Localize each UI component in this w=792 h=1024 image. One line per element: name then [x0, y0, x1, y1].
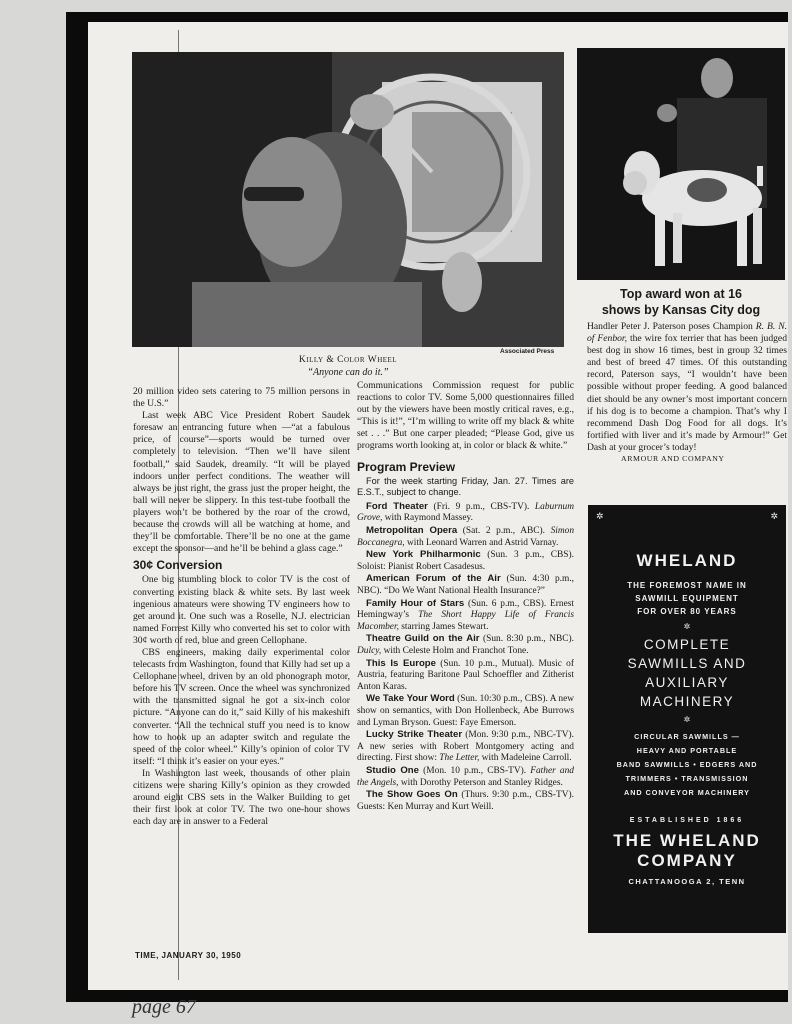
sidebar-headline-line1: Top award won at 16: [619, 287, 742, 301]
program-details: (Sun. 4:30 p.m., NBC). “Do We Want National Health Insurance?”: [357, 574, 574, 596]
program-entry: [357, 573, 574, 597]
program-details: (Sun. 8:30 p.m., NBC).: [479, 634, 574, 645]
dog-illustration: [577, 48, 785, 280]
program-name: We Take Your Word: [366, 693, 455, 705]
program-title: Laburnum Grove,: [357, 501, 574, 524]
section-heading-program-preview: Program Preview: [357, 459, 456, 474]
program-cast: with Madeleine Carroll.: [479, 753, 572, 764]
program-details: (Thurs. 9:30 p.m., CBS-TV). Guests: Ken Murray and Kurt Weill.: [357, 790, 574, 812]
sidebar-headline-line2: shows by Kansas City dog: [601, 303, 761, 317]
program-entry: [357, 598, 574, 634]
program-name: New York Philharmonic: [366, 549, 481, 561]
handwritten-page-note: page 67: [132, 996, 196, 1018]
program-details: (Mon. 10 p.m., CBS-TV).: [419, 765, 531, 776]
program-cast: with Celeste Holm and Franchot Tone.: [381, 645, 529, 656]
ad-tagline-2: SAWMILL EQUIPMENT: [635, 594, 739, 603]
program-name: Lucky Strike Theater: [366, 729, 463, 741]
program-title: The Short Happy Life of Francis Macomber,: [357, 610, 574, 632]
dog-photo: [577, 48, 785, 280]
ornament-icon: ✲: [770, 511, 778, 521]
ornament-icon: ✲: [683, 715, 691, 724]
wheland-advertisement: [588, 505, 786, 933]
sidebar-body: [587, 321, 787, 489]
article-column-1: [133, 386, 350, 942]
program-name: This Is Europe: [366, 657, 436, 669]
program-entry: [357, 693, 574, 729]
ad-company-2: COMPANY: [637, 851, 737, 870]
program-name: Ford Theater: [366, 500, 428, 512]
ad-city: CHATTANOOGA 2, TENN: [628, 877, 746, 886]
program-list: [357, 501, 574, 813]
ad-brand: WHELAND: [636, 551, 738, 570]
program-details: (Sat. 2 p.m., ABC).: [457, 526, 551, 537]
ad-company-1: THE WHELAND: [613, 831, 761, 850]
program-details: (Mon. 9:30 p.m., NBC-TV). A new series with Robert Montgomery acting and directing. First show:: [357, 730, 574, 764]
ad-list-1: CIRCULAR SAWMILLS —: [634, 732, 740, 741]
program-cast: with Dorothy Peterson and Stanley Ridges.: [398, 777, 563, 788]
program-entry: [357, 501, 574, 525]
program-name: Studio One: [366, 764, 419, 776]
program-title: Father and the Angels,: [357, 765, 574, 788]
page-footer: TIME, JANUARY 30, 1950: [135, 951, 242, 960]
sidebar-body-dog-name: R. B. N. of Fenbor,: [587, 321, 787, 345]
program-entry: [357, 549, 574, 573]
article-column-2: [357, 380, 574, 945]
col1-paragraph: 20 million video sets catering to 75 million persons in the U.S.”: [133, 386, 350, 410]
ad-established: ESTABLISHED 1866: [629, 817, 745, 824]
program-name: Theatre Guild on the Air: [366, 633, 480, 645]
ad-headline-3: AUXILIARY: [645, 675, 729, 690]
photo-caption-quote: “Anyone can do it.”: [307, 367, 389, 378]
col1-paragraph: One big stumbling block to color TV is the cost of converting existing black & white sets. By last week ingenious amateurs were showing TV engineers how to get around it. One such was a Roselle, N.J. electrician named Forrest Killy who converted his set to color with 30¢ worth of red, blue and green Cellophane.: [133, 574, 350, 646]
ad-headline-2: SAWMILLS AND: [627, 656, 747, 671]
sidebar-headline: [577, 286, 785, 318]
sidebar-body-b: the wire fox terrier that has been judged best dog in show 16 times, best in group 32 times and best of breed 47 times. Of this outstanding record, Paterson says, “I wouldn’t have been possible without proper feeding. A good balanced diet should be any owner’s most important concern if his dog is to become a champion. That’s why I recommend Dash Dog Food for all dogs. It’s fortified with liver and it’s made by Armour!” Get Dash at your grocer’s today!: [587, 333, 787, 453]
program-entry: [357, 789, 574, 813]
col1-paragraph: In Washington last week, thousands of other plain citizens were sharing Killy’s opinion as they crowded around eight CBS sets in the Walker Building to get their first look at color TV. The two one-hour shows each day are in answer to a Federal: [133, 767, 350, 828]
ad-list-4: TRIMMERS • TRANSMISSION: [625, 774, 749, 783]
photo-illustration: [132, 52, 564, 347]
ornament-icon: ✲: [596, 511, 604, 521]
program-title: The Letter,: [439, 753, 480, 764]
program-title: Simon Boccanegra,: [357, 526, 574, 548]
program-title: Dulcy,: [357, 645, 382, 656]
program-entry: [357, 525, 574, 549]
ad-headline-4: MACHINERY: [639, 694, 735, 709]
ad-list-3: BAND SAWMILLS • EDGERS AND: [616, 760, 758, 769]
killy-color-wheel-photo: [132, 52, 564, 347]
col2-paragraph: Communications Commission request for public reactions to color TV. Some 5,000 questionnaires filled out by the viewers have been mostly critical raves, e.g., “This is it!”, “I’m willing to write off my black & white set . . .” But one carper pleaded; “Please God, give us programs worth looking at, in color or black & white.”: [357, 380, 574, 452]
ornament-icon: ✲: [683, 622, 691, 631]
program-name: American Forum of the Air: [366, 573, 501, 585]
photo-caption-title: Killy & Color Wheel: [298, 355, 398, 365]
program-intro: For the week starting Friday, Jan. 27. Times are E.S.T., subject to change.: [357, 475, 574, 498]
program-cast: with Raymond Massey.: [382, 513, 473, 524]
ad-list-2: HEAVY AND PORTABLE: [636, 746, 738, 755]
program-details: (Sun. 3 p.m., CBS). Soloist: Pianist Robert Casadesus.: [357, 550, 574, 572]
section-heading-conversion: 30¢ Conversion: [133, 558, 223, 573]
photo-credit: Associated Press: [500, 348, 555, 355]
program-name: The Show Goes On: [366, 789, 458, 801]
ad-tagline-1: THE FOREMOST NAME IN: [627, 581, 747, 590]
program-details: (Sun. 10:30 p.m., CBS). A new show on semantics, with Don Hollenbeck, Abe Burrows and Lyman Bryson. Guest: Faye Emerson.: [357, 694, 574, 728]
program-details: (Sun. 10 p.m., Mutual). Music of Austria, featuring Baritone Paul Schoeffler and Zitherist Anton Karas.: [357, 658, 574, 692]
program-name: Metropolitan Opera: [366, 525, 458, 537]
ad-headline-1: COMPLETE: [643, 637, 731, 652]
program-details: (Sun. 6 p.m., CBS). Ernest Hemingway’s: [357, 598, 574, 621]
ad-list-5: AND CONVEYOR MACHINERY: [624, 788, 750, 797]
program-name: Family Hour of Stars: [366, 597, 465, 609]
program-entry: [357, 765, 574, 789]
sidebar-body-a: Handler Peter J. Paterson poses Champion: [587, 321, 756, 332]
program-entry: [357, 658, 574, 694]
program-details: (Fri. 9 p.m., CBS-TV).: [427, 501, 535, 512]
col1-paragraph: CBS engineers, making daily experimental color telecasts from Washington, found that Killy had set up a Cellophane wheel, driven by an old phonograph motor, before his TV screen. Once the wheel was synchronized with the transmitted signal he got a six-inch color picture. “Anyone can do it,” said Killy of his makeshift converter. “All the technical stuff you need is to know how to hook up an adapter switch and regulate the speed of the color wheel.” Killy’s opinion of color TV itself: “I think it’s easier on your eyes.”: [133, 646, 350, 767]
ad-tagline-3: FOR OVER 80 YEARS: [637, 607, 737, 616]
program-cast: with Leonard Warren and Astrid Varnay.: [404, 537, 559, 548]
program-entry: [357, 729, 574, 765]
sidebar-signature: ARMOUR AND COMPANY: [621, 454, 725, 464]
program-cast: starring James Stewart.: [398, 621, 489, 632]
program-entry: [357, 633, 574, 657]
col1-paragraph: Last week ABC Vice President Robert Saudek foresaw an entrancing future when —“at a fabulous price, of course”—sports would be turned over completely to television. “Then we’ll have silent football,” said Saudek, dreamily. “It will be played indoors under perfect conditions. The weather will always be just right, the grass just the proper height, the ball will never be slippery. In this test-tube football the players won’t be bothered by the roar of the crowd, because the crowds will all be watching at home, and they’ll be comfortable. There’ll be no one at the game except the sponsor—and he’ll be behind a glass cage.”: [133, 410, 350, 555]
